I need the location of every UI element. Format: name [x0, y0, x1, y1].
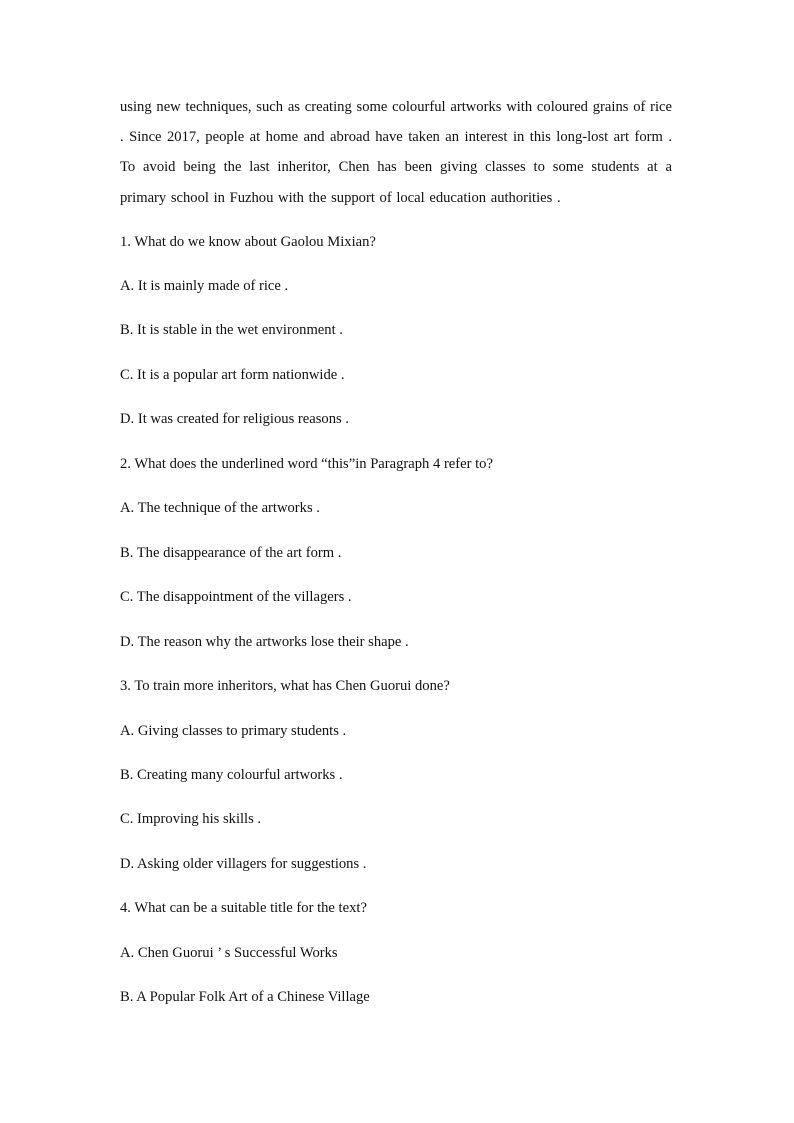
question-3-option-b: B. Creating many colourful artworks .	[120, 767, 343, 783]
question-1-option-d: D. It was created for religious reasons .	[120, 411, 349, 427]
question-2-option-b: B. The disappearance of the art form .	[120, 545, 342, 561]
question-2-stem: 2. What does the underlined word “this”in Paragraph 4 refer to?	[120, 456, 493, 472]
question-4-option-b: B. A Popular Folk Art of a Chinese Village	[120, 989, 370, 1005]
question-1-stem: 1. What do we know about Gaolou Mixian?	[120, 234, 376, 250]
question-4-stem: 4. What can be a suitable title for the text?	[120, 900, 367, 916]
question-3-option-a: A. Giving classes to primary students .	[120, 723, 347, 739]
question-2-option-d: D. The reason why the artworks lose their shape .	[120, 634, 409, 650]
question-3-option-c: C. Improving his skills .	[120, 811, 262, 827]
question-2-option-a: A. The technique of the artworks .	[120, 500, 320, 516]
question-1-option-b: B. It is stable in the wet environment .	[120, 322, 343, 338]
passage-paragraph: using new techniques, such as creating some colourful artworks with coloured grains of rice . Since 2017, people at home and abroad have taken an interest in this long-lost art form . To avoid being the last inheritor, Chen has been giving classes to some students at a primary school in Fuzhou with the support of local education authorities .	[120, 99, 672, 206]
question-2-option-c: C. The disappointment of the villagers .	[120, 589, 352, 605]
question-3-option-d: D. Asking older villagers for suggestions .	[120, 856, 367, 872]
question-1-option-c: C. It is a popular art form nationwide .	[120, 367, 345, 383]
question-1-option-a: A. It is mainly made of rice .	[120, 278, 289, 294]
question-3-stem: 3. To train more inheritors, what has Chen Guorui done?	[120, 678, 450, 694]
question-4-option-a: A. Chen Guorui ’ s Successful Works	[120, 945, 338, 961]
